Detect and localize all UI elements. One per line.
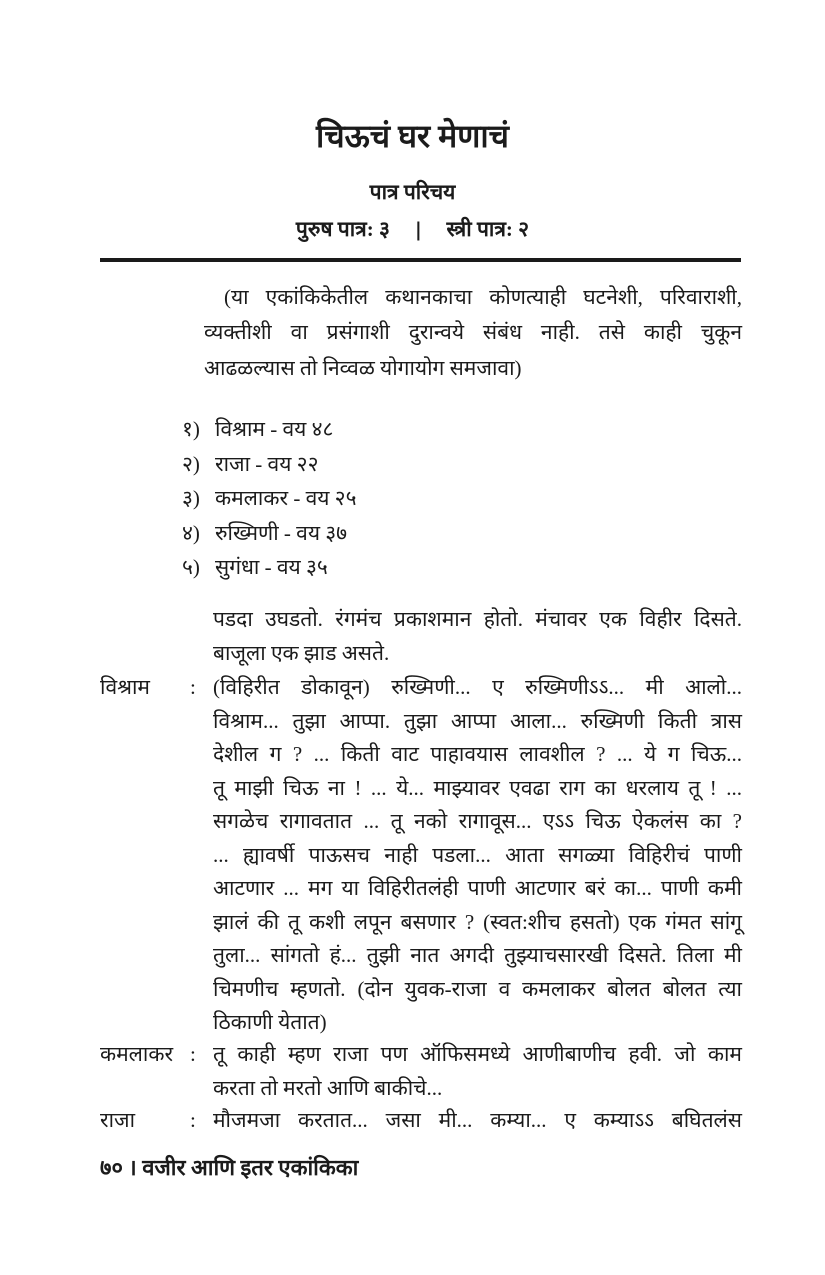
character-number: २): [182, 451, 200, 476]
speaker-name: राजा: [100, 1108, 136, 1132]
stage-direction-line: पडदा उघडतो. रंगमंच प्रकाशमान होतो. मंचावर एक विहीर दिसते.: [213, 607, 742, 631]
stage-direction: [213, 603, 742, 670]
dialogue-line: विश्राम... तुझा आप्पा. तुझा आप्पा आला... रुख्मिणी किती त्रास: [213, 708, 742, 733]
dialogue-line: मौजमजा करतात... जसा मी... कम्या... ए कम्याऽऽ बघितलंस: [213, 1108, 742, 1132]
dialogue-block-vishram: [100, 671, 742, 1040]
header-divider-rule: [100, 258, 741, 262]
speaker-name: विश्राम: [100, 675, 150, 699]
character-text: सुगंधा - वय ३५: [215, 555, 328, 580]
disclaimer-line: आढळल्यास तो निव्वळ योगायोग समजावा): [204, 355, 522, 380]
dialogue-lines: [213, 1038, 742, 1105]
dialogue-line: करता तो मरतो आणि बाकीचे...: [213, 1075, 443, 1100]
character-item: [182, 412, 602, 447]
dialogue-line: (विहिरीत डोकावून) रुख्मिणी... ए रुख्मिणीऽऽ... मी आलो...: [213, 675, 742, 699]
dialogue-line: तू काही म्हण राजा पण ऑफिसमध्ये आणीबाणीच हवी. जो काम: [213, 1042, 742, 1066]
dialogue-line: तुला... सांगतो हं... तुझी नात अगदी तुझ्याचसारखी दिसते. तिला मी: [213, 943, 742, 967]
character-text: विश्राम - वय ४८: [215, 417, 334, 441]
dialogue-lines: [213, 1104, 742, 1138]
dialogue-line: ठिकाणी येतात): [213, 1010, 327, 1034]
dialogue-line: आटणार ... मग या विहिरीतलंही पाणी आटणार बरं का... पाणी कमी: [213, 876, 742, 900]
character-item: [182, 550, 602, 585]
dialogue-block-kamlakar: [100, 1038, 742, 1105]
character-number: १): [182, 417, 200, 441]
disclaimer-line: व्यक्तीशी वा प्रसंगाशी दुरान्वये संबंध नाही. तसे काही चुकून: [204, 320, 742, 345]
character-text: राजा - वय २२: [215, 451, 319, 476]
dialogue-block-raja: [100, 1104, 742, 1138]
dialogue-line: चिमणीच म्हणतो. (दोन युवक-राजा व कमलाकर बोलत बोलत त्या: [213, 976, 742, 1001]
dialogue-line: देशील ग ? ... किती वाट पाहावयास लावशील ? ... ये ग चिऊ...: [213, 742, 742, 766]
character-text: रुख्मिणी - वय ३७: [215, 520, 348, 545]
dialogue-line: तू माझी चिऊ ना ! ... ये... माझ्यावर एवढा राग का धरलाय तू ! ...: [213, 775, 742, 800]
female-cast-count: स्त्री पात्र: २: [446, 217, 530, 241]
character-number: ३): [182, 486, 200, 511]
character-number: ४): [182, 520, 200, 545]
stage-direction-line: बाजूला एक झाड असते.: [213, 640, 390, 665]
dialogue-line: सगळेच रागावतात ... तू नको रागावूस... एऽऽ चिऊ ऐकलंस का ?: [213, 809, 742, 833]
cast-section-heading: पात्र परिचय: [369, 180, 456, 204]
character-item: [182, 516, 602, 551]
character-text: कमलाकर - वय २५: [215, 486, 357, 511]
character-item: [182, 481, 602, 516]
dialogue-line: ... ह्यावर्षी पाऊसच नाही पडला... आता सगळ्या विहिरीचं पाणी: [213, 842, 742, 867]
male-cast-count: पुरुष पात्र: ३: [295, 217, 390, 241]
page-title: चिऊचं घर मेणाचं: [316, 118, 509, 154]
speaker-colon: :: [190, 1108, 196, 1132]
speaker-colon: :: [190, 675, 196, 699]
cast-separator: |: [414, 217, 422, 241]
cast-counts-line: [0, 214, 825, 244]
speaker-name: कमलाकर: [100, 1042, 174, 1066]
character-list: [182, 412, 602, 585]
dialogue-line: झालं की तू कशी लपून बसणार ? (स्वत:शीच हसतो) एक गंमत सांगू: [213, 909, 742, 934]
speaker-colon: :: [190, 1042, 196, 1066]
disclaimer-paragraph: [204, 280, 742, 386]
character-number: ५): [182, 555, 200, 580]
disclaimer-line: (या एकांकिकेतील कथानकाचा कोणत्याही घटनेशी, परिवाराशी,: [224, 285, 742, 309]
character-item: [182, 447, 602, 482]
dialogue-lines: [213, 671, 742, 1040]
page-footer: ७० । वजीर आणि इतर एकांकिका: [100, 1155, 359, 1180]
